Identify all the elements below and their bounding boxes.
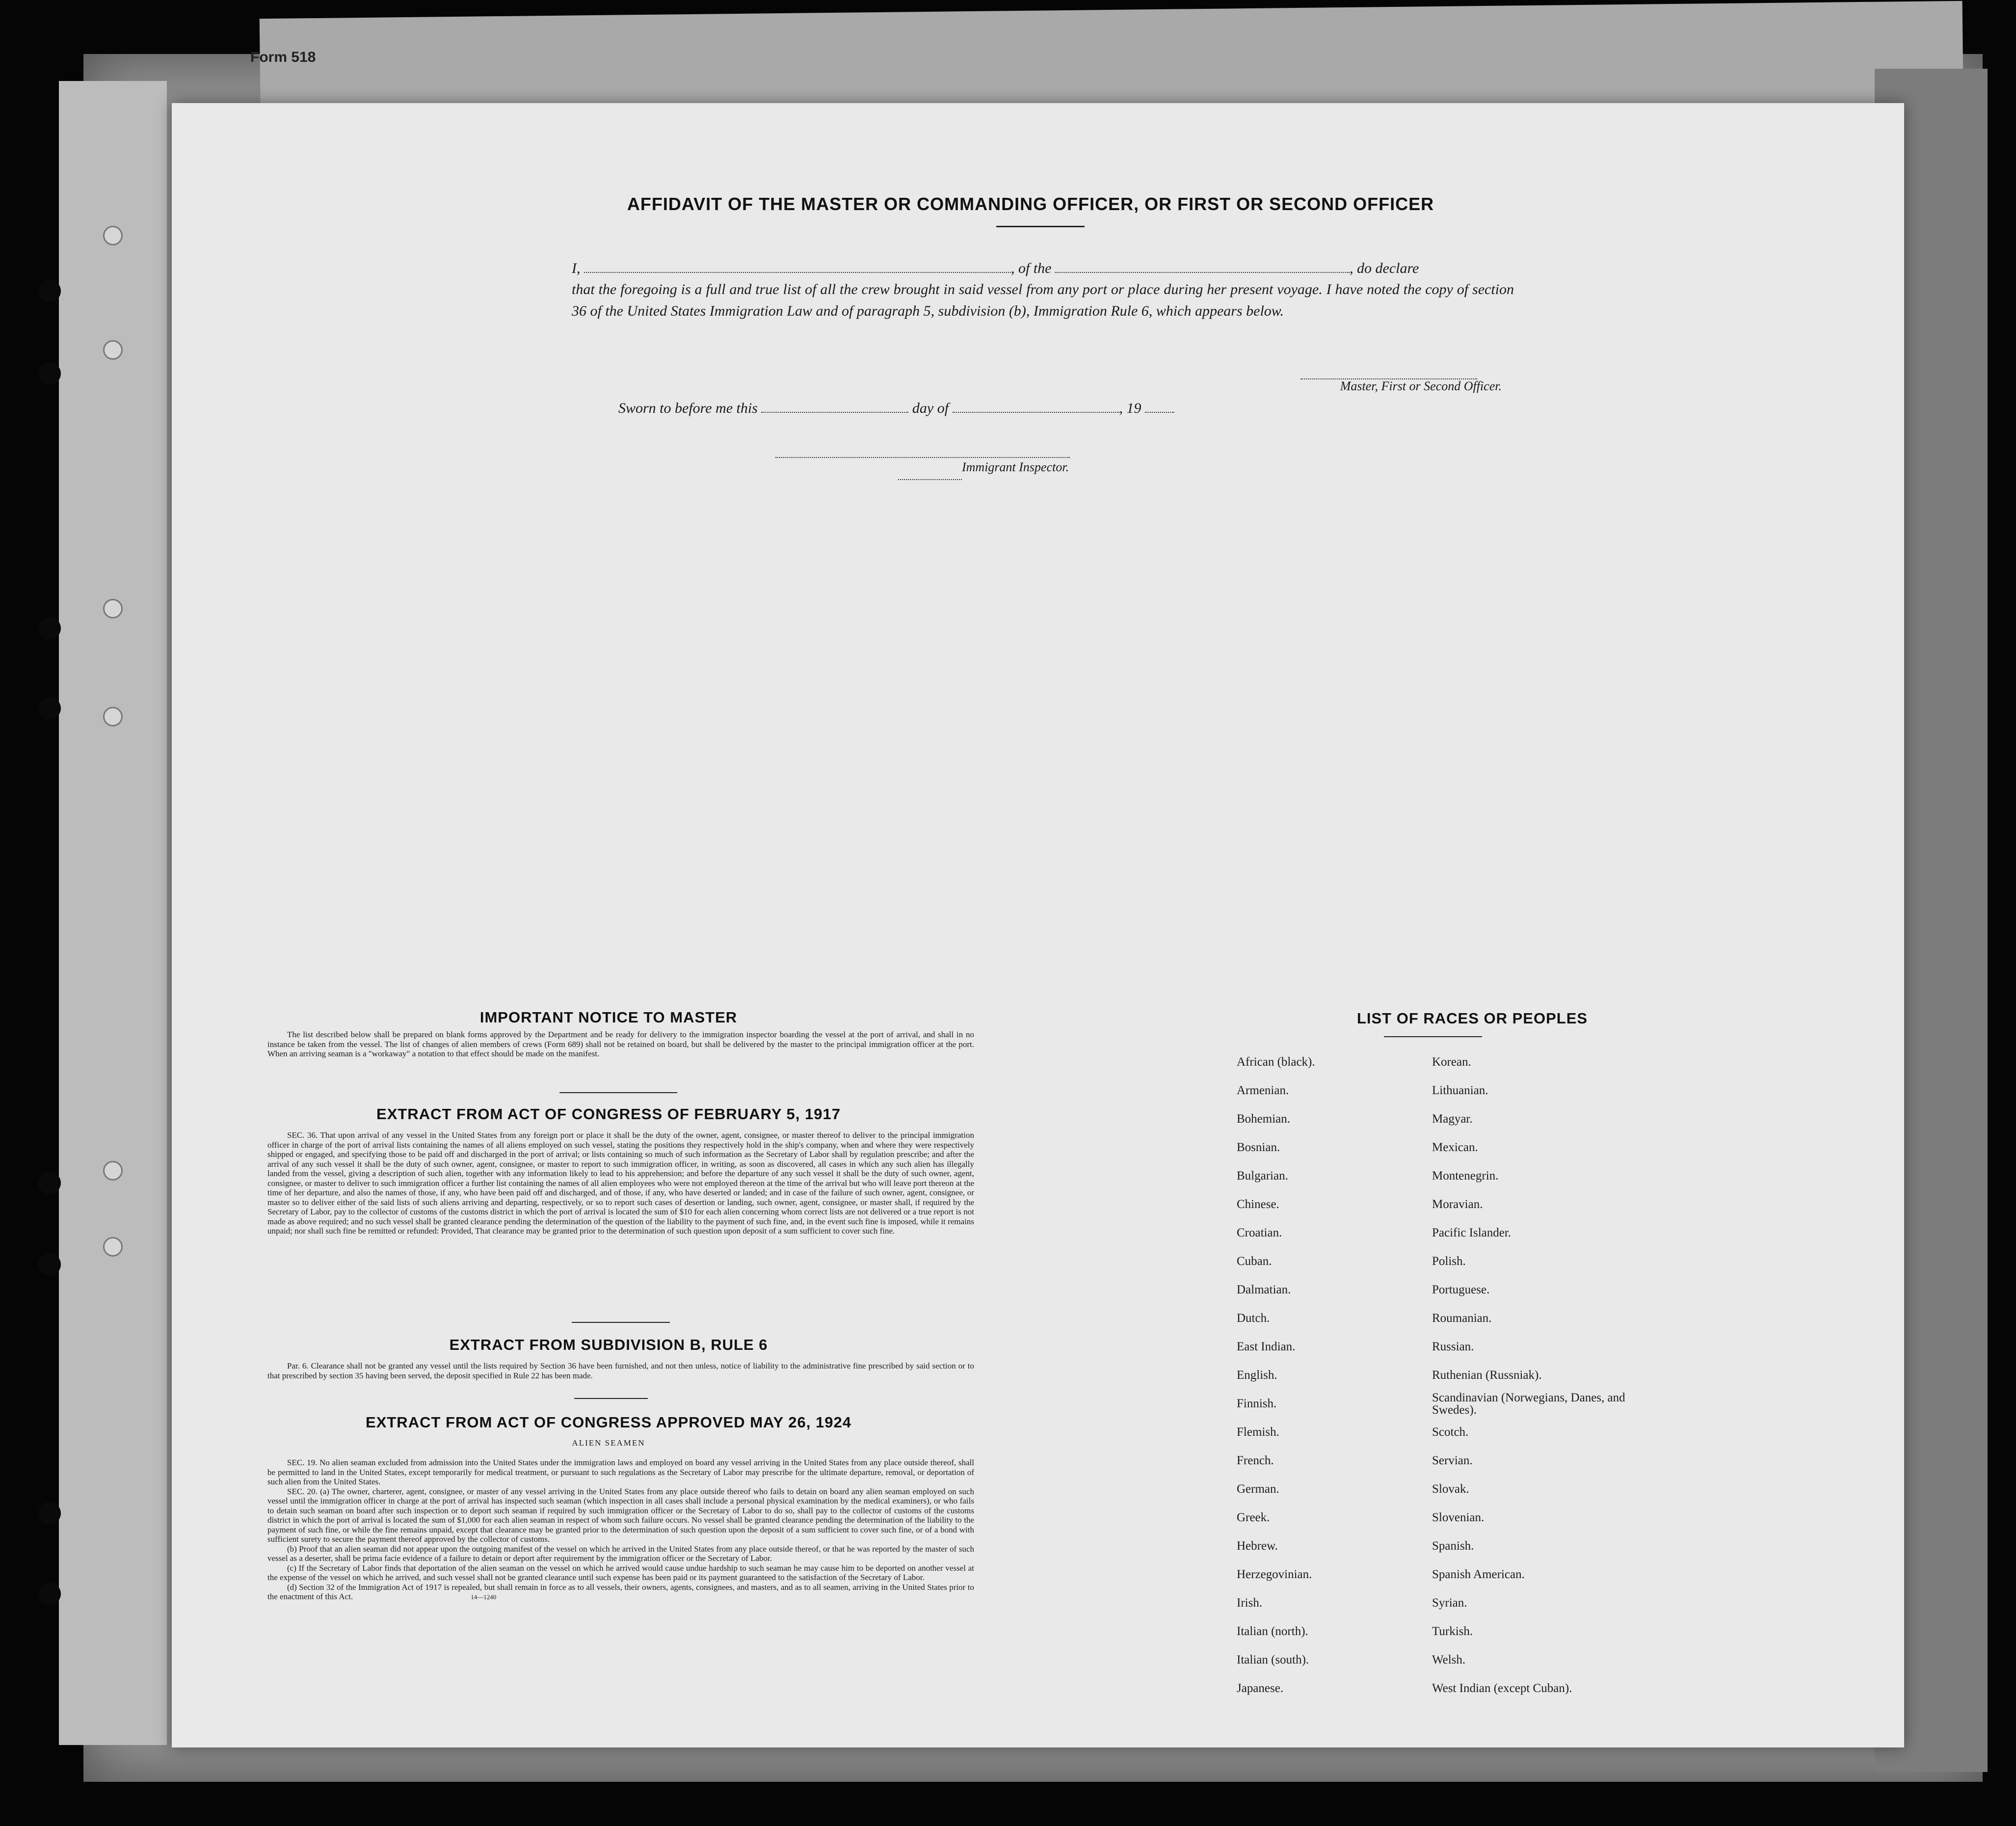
- punch-hole: [38, 1253, 61, 1276]
- extract-1924-paragraph: (b) Proof that an alien seaman did not appear upon the outgoing manifest of the vessel on which he arrived in the United States from any place outside thereof, or that he was reported by the master of such vessel as a deserter, shall be prima facie evidence of a failure to detain or deport after requirement by the immigration officer or the Secretary of Labor.: [267, 1544, 974, 1563]
- inspector-label: Immigrant Inspector.: [962, 460, 1069, 474]
- punch-hole: [38, 697, 61, 720]
- race-entry: Slovenian.: [1432, 1511, 1485, 1524]
- race-entry: Italian (north).: [1237, 1625, 1308, 1638]
- punch-hole: [38, 362, 61, 385]
- punch-hole: [38, 1502, 61, 1525]
- race-entry: Flemish.: [1237, 1425, 1279, 1439]
- race-entry: Polish.: [1432, 1255, 1466, 1268]
- section-rule: [1384, 1036, 1482, 1037]
- race-entry: Portuguese.: [1432, 1283, 1490, 1296]
- reinforcement-ring: [103, 1161, 123, 1181]
- sworn-day-field[interactable]: [761, 399, 908, 413]
- sworn-year-field[interactable]: [1145, 399, 1174, 413]
- race-entry: Scandinavian (Norwegians, Danes, and Swedes).: [1432, 1391, 1625, 1417]
- race-entry: Hebrew.: [1237, 1539, 1278, 1553]
- sworn-month-field[interactable]: [953, 399, 1119, 413]
- race-entry: Magyar.: [1432, 1112, 1473, 1126]
- race-entry: African (black).: [1237, 1055, 1315, 1069]
- reinforcement-ring: [103, 226, 123, 245]
- decl-of-the: , of the: [1011, 260, 1052, 276]
- punch-hole: [38, 280, 61, 302]
- race-entry: Dutch.: [1237, 1312, 1270, 1325]
- race-entry: Roumanian.: [1432, 1312, 1492, 1325]
- race-entry: French.: [1237, 1454, 1274, 1467]
- extract-1924-paragraph: (c) If the Secretary of Labor finds that deportation of the alien seaman on the vessel on which he arrived would cause undue hardship to such seaman he may cause him to be deported on another vessel at the expense of the vessel on which he arrived, and such vessel shall not be granted clearance until such expense has been paid or its payment guaranteed to the satisfaction of the Secretary of Labor.: [267, 1563, 974, 1582]
- notice-body: [267, 1030, 974, 1059]
- race-entry: Bulgarian.: [1237, 1169, 1288, 1182]
- race-entry: Bosnian.: [1237, 1141, 1280, 1154]
- extract-1924-paragraph: SEC. 20. (a) The owner, charterer, agent, consignee, or master of any vessel arriving in the United States from any place outside thereof who fails to detain on board any alien seaman employed on such vessel until the immigration officer in charge at the port of arrival has inspected such seaman (which inspection in all cases shall include a personal physical examination by the medical examiners), or who fails to detain such seaman on board after such inspection or to deport such seaman if required by such immigration officer or the Secretary of Labor to do so, shall pay to the collector of customs of the customs district in which the port of arrival is located the sum of $1,000 for each alien seaman in respect of whom such failure occurs. No vessel shall be granted clearance pending the determination of the liability to the payment of such fine, or while the fine remains unpaid, except that clearance may be granted prior to the determination of such question upon the deposit of a sum sufficient to cover such fine, or of a bond with sufficient surety to secure the payment thereof approved by the collector of customs.: [267, 1486, 974, 1544]
- race-entry: Montenegrin.: [1432, 1169, 1499, 1182]
- extract-1917-body: [267, 1130, 974, 1236]
- title-rule: [996, 226, 1085, 227]
- vessel-field[interactable]: [1055, 259, 1350, 273]
- declaration-line: [572, 258, 1514, 279]
- race-entry: Spanish American.: [1432, 1568, 1525, 1581]
- declaration-body: that the foregoing is a full and true list of all the crew brought in said vessel from any port or place during her present voyage. I have noted the copy of section 36 of the United States Immigration Law and of paragraph 5, subdivision (b), Immigration Rule 6, which appears below.: [572, 281, 1514, 319]
- reinforcement-ring: [103, 1237, 123, 1257]
- sworn-day-of: day of: [912, 400, 949, 416]
- notice-title: IMPORTANT NOTICE TO MASTER: [479, 1009, 738, 1026]
- races-title: LIST OF RACES OR PEOPLES: [1356, 1010, 1588, 1027]
- punch-hole: [38, 617, 61, 640]
- race-entry: Croatian.: [1237, 1226, 1282, 1239]
- extract-1917-title: EXTRACT FROM ACT OF CONGRESS OF FEBRUARY 5, 1917: [376, 1105, 841, 1123]
- race-entry: Russian.: [1432, 1340, 1474, 1353]
- punch-hole: [38, 1583, 61, 1605]
- race-entry: Japanese.: [1237, 1682, 1284, 1695]
- race-entry: Armenian.: [1237, 1084, 1289, 1097]
- inspector-signature-field-short[interactable]: [898, 466, 962, 480]
- race-entry: Welsh.: [1432, 1653, 1466, 1666]
- reinforcement-ring: [103, 340, 123, 360]
- race-entry: Dalmatian.: [1237, 1283, 1291, 1296]
- sworn-prefix: Sworn to before me this: [618, 400, 758, 416]
- reinforcement-ring: [103, 599, 123, 618]
- race-entry: Mexican.: [1432, 1141, 1478, 1154]
- underlying-sheet-left: [59, 81, 167, 1745]
- punch-hole: [38, 1172, 61, 1194]
- race-entry: Italian (south).: [1237, 1653, 1309, 1666]
- extract-1924-body: [267, 1458, 974, 1602]
- extract-1924-subtitle: ALIEN SEAMEN: [572, 1438, 645, 1448]
- race-entry: Lithuanian.: [1432, 1084, 1488, 1097]
- race-entry: Chinese.: [1237, 1198, 1279, 1211]
- race-entry: Bohemian.: [1237, 1112, 1291, 1126]
- section-rule: [574, 1398, 648, 1399]
- race-entry: Greek.: [1237, 1511, 1270, 1524]
- form-print-number: 14—1240: [471, 1593, 497, 1601]
- reinforcement-ring: [103, 707, 123, 726]
- extract-1924-title: EXTRACT FROM ACT OF CONGRESS APPROVED MAY 26, 1924: [366, 1414, 851, 1431]
- master-signature-label: Master, First or Second Officer.: [1340, 379, 1502, 393]
- race-entry: Slovak.: [1432, 1482, 1469, 1496]
- extract-1917-paragraph: SEC. 36. That upon arrival of any vessel in the United States from any foreign port or place it shall be the duty of the owner, agent, consignee, or master thereof to deliver to the principal immigration officer in charge of the port of arrival lists containing the names of all aliens employed on such vessel, stating the positions they respectively hold in the ship's company, when and where they were respectively shipped or engaged, and specifying those to be paid off and discharged in the port of arrival; or lists containing so much of such information as the Secretary of Labor shall by regulation prescribe; and after the arrival of any such vessel it shall be the duty of such owner, agent, consignee, or master to report to such immigration officer, in writing, as soon as discovered, all cases in which any such alien has illegally landed from the vessel, giving a description of such alien, together with any information likely to lead to his apprehension; and before the departure of any such vessel it shall be the duty of such owner, agent, consignee, or master to deliver to such immigration officer a further list containing the names of all alien employees who were not employed thereon at the time of the arrival but who will leave port thereon at the time of her departure, and also the names of those, if any, who have been paid off and discharged, and of those, if any, who have deserted or landed; and in case of the failure of such owner, agent, consignee, or master so to deliver either of the said lists of such aliens arriving and departing, respectively, or so to report such cases of desertion or landing, such owner, agent, consignee, or master shall, if required by the Secretary of Labor, pay to the collector of customs of the customs district in which the port of arrival is located the sum of $10 for each alien concerning whom correct lists are not delivered or a true report is not made as above required; and no such vessel shall be granted clearance pending the determination of the question of the liability to the payment of such fine, and, in the event such fine is imposed, while it remains unpaid; nor shall such fine be remitted or refunded: Provided, That clearance may be granted prior to the determination of such question upon deposit of a sum sufficient to cover such fine.: [267, 1130, 974, 1235]
- race-entry: Herzegovinian.: [1237, 1568, 1312, 1581]
- section-rule: [559, 1092, 677, 1093]
- decl-declare: , do declare: [1350, 260, 1419, 276]
- race-entry: Finnish.: [1237, 1397, 1277, 1410]
- extract-1924-final-text: (d) Section 32 of the Immigration Act of 1917 is repealed, but shall remain in force as to all vessels, their owners, agents, consignees, and masters, and as to all seamen, arriving in the United States prior to the enactment of this Act.: [267, 1582, 974, 1601]
- race-entry: Pacific Islander.: [1432, 1226, 1512, 1239]
- race-entry: Spanish.: [1432, 1539, 1474, 1553]
- sworn-line: [618, 398, 1256, 419]
- section-rule: [572, 1322, 670, 1323]
- race-entry: Ruthenian (Russniak).: [1432, 1369, 1542, 1382]
- affidavit-title: AFFIDAVIT OF THE MASTER OR COMMANDING OFFICER, OR FIRST OR SECOND OFFICER: [627, 194, 1434, 214]
- inspector-signature-field[interactable]: [775, 444, 1070, 458]
- race-entry: Servian.: [1432, 1454, 1473, 1467]
- race-entry: Moravian.: [1432, 1198, 1483, 1211]
- extract-1924-paragraph: SEC. 19. No alien seaman excluded from admission into the United States under the immigration laws and employed on board any vessel arriving in the United States from any place outside thereof, shall be permitted to land in the United States, except temporarily for medical treatment, or pursuant to such regulations as the Secretary of Labor may prescribe for the ultimate departure, removal, or deportation of such alien from the United States.: [267, 1458, 974, 1486]
- sworn-year: , 19: [1119, 400, 1141, 416]
- race-entry: Turkish.: [1432, 1625, 1473, 1638]
- race-entry: English.: [1237, 1369, 1277, 1382]
- race-entry: East Indian.: [1237, 1340, 1296, 1353]
- race-entry: Korean.: [1432, 1055, 1471, 1069]
- form-number-tag: Form 518: [250, 49, 316, 65]
- decl-i: I,: [572, 260, 581, 276]
- race-entry: German.: [1237, 1482, 1279, 1496]
- race-entry: Irish.: [1237, 1596, 1263, 1610]
- extract-1924-paragraph: [267, 1583, 974, 1602]
- extract-rule6-paragraph: Par. 6. Clearance shall not be granted any vessel until the lists required by Section 36 have been furnished, and not then unless, notice of liability to the administrative fine prescribed by said section or to that prescribed by section 35 having been served, the deposit specified in Rule 22 has been made.: [267, 1361, 974, 1380]
- notice-paragraph: The list described below shall be prepared on blank forms approved by the Department and be ready for delivery to the immigration inspector boarding the vessel at the port of arrival, and shall in no instance be taken from the vessel. The list of changes of alien members of crews (Form 689) shall not be retained on board, but shall be delivered by the master to the principal immigration officer at the port. When an arriving seaman is a "workaway" a notation to that effect should be made on the manifest.: [267, 1030, 974, 1058]
- race-entry: Scotch.: [1432, 1425, 1469, 1439]
- extract-rule6-title: EXTRACT FROM SUBDIVISION B, RULE 6: [449, 1336, 768, 1353]
- race-entry: West Indian (except Cuban).: [1432, 1682, 1572, 1695]
- name-field[interactable]: [584, 259, 1011, 273]
- race-entry: Cuban.: [1237, 1255, 1272, 1268]
- extract-rule6-body: [267, 1361, 974, 1380]
- race-entry: Syrian.: [1432, 1596, 1467, 1610]
